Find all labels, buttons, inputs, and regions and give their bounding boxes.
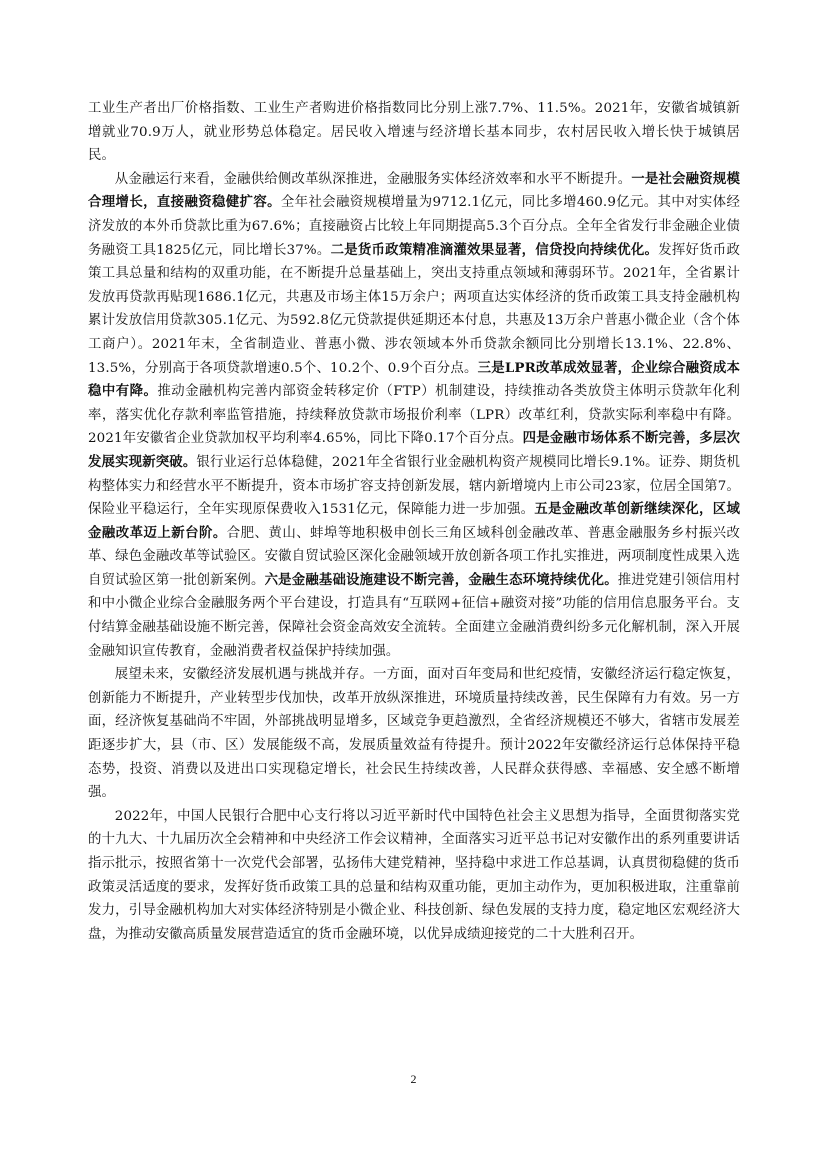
text-run: 推动金融机构完善内部资金转移定价（FTP）机制建设，持续推动各类放贷主体明示贷款年化利率，落实优化存款利率监管措施，持续释放贷款市场报价利率（LPR）改革红利，贷款实际利率稳中有降。2021年安徽省企业贷款加权平均利率4.65%，同比下降0.17个百分点。 xyxy=(88,384,740,447)
bold-heading-run: 三是LPR改革成效显著，企业综合融资成本稳中有降。 xyxy=(88,359,740,400)
text-run: 推进党建引领信用村和中小微企业综合金融服务两个平台建设，打造具有“互联网+征信+融资对接”功能的信用信息服务平台。支付结算金融基础设施不断完善，保障社会资金高效安全流转。全面建立金融消费纠纷多元化解机制，深入开展金融知识宣传教育，金融消费者权益保护持续加强。 xyxy=(88,572,740,659)
paragraph-2 xyxy=(88,168,740,663)
bold-heading-run: 二是货币政策精准滴灌效果显著，信贷投向持续优化。 xyxy=(330,241,659,258)
text-run: 合肥、黄山、蚌埠等地积极申创长三角区域科创金融改革、普惠金融服务乡村振兴改革、绿色金融改革等试验区。安徽自贸试验区深化金融领域开放创新各项工作扎实推进，两项制度性成果入选自贸试验区第一批创新案例。 xyxy=(88,525,740,588)
paragraph-1 xyxy=(88,97,740,168)
text-run: 全年社会融资规模增量为9712.1亿元，同比多增460.9亿元。其中对实体经济发放的本外币贷款比重为67.6%；直接融资占比较上年同期提高5.3个百分点。全年全省发行非金融企业债务融资工具1825亿元，同比增长37%。 xyxy=(88,195,740,258)
paragraph-4 xyxy=(88,805,740,947)
text-run: 从金融运行来看，金融供给侧改革纵深推进，金融服务实体经济效率和水平不断提升。 xyxy=(114,171,632,187)
page-number: 2 xyxy=(410,1072,417,1086)
bold-heading-run: 一是社会融资规模合理增长，直接融资稳健扩容。 xyxy=(88,170,740,211)
bold-heading-run: 六是金融基础设施建设不断完善，金融生态环境持续优化。 xyxy=(264,571,618,588)
bold-heading-run: 五是金融改革创新继续深化，区域金融改革迈上新台阶。 xyxy=(88,501,740,541)
paragraph-3 xyxy=(88,663,740,805)
document-body xyxy=(88,97,740,946)
text-run: 银行业运行总体稳健，2021年全省银行业金融机构资产规模同比增长9.1%。证券、期货机构整体实力和经营水平不断提升，资本市场扩容支持创新发展，辖内新增境内上市公司23家，位居全国第7。保险业平稳运行，全年实现原保费收入1531亿元，保障能力进一步加强。 xyxy=(88,454,741,518)
text-run: 工业生产者出厂价格指数、工业生产者购进价格指数同比分别上涨7.7%、11.5%。2021年，安徽省城镇新增就业70.9万人，就业形势总体稳定。居民收入增速与经济增长基本同步，农村居民收入增长快于城镇居民。 xyxy=(88,101,740,164)
text-run: 2022年，中国人民银行合肥中心支行将以习近平新时代中国特色社会主义思想为指导，全面贯彻落实党的十九大、十九届历次全会精神和中央经济工作会议精神，全面落实习近平总书记对安徽作出的系列重要讲话指示批示，按照省第十一次党代会部署，弘扬伟大建党精神，坚持稳中求进工作总基调，认真贯彻稳健的货币政策灵活适度的要求，发挥好货币政策工具的总量和结构双重功能，更加主动作为，更加积极进取，注重靠前发力，引导金融机构加大对实体经济特别是小微企业、科技创新、绿色发展的支持力度，稳定地区宏观经济大盘，为推动安徽高质量发展营造适宜的货币金融环境，以优异成绩迎接党的二十大胜利召开。 xyxy=(88,808,740,942)
text-run: 发挥好货币政策工具总量和结构的双重功能，在不断提升总量基础上，突出支持重点领域和薄弱环节。2021年，全省累计发放再贷款再贴现1686.1亿元，共惠及市场主体15万余户；两项直达实体经济的货币政策工具支持金融机构累计发放信用贷款305.1亿元、为592.8亿元贷款提供延期还本付息，共惠及13万余户普惠小微企业（含个体工商户）。2021年末，全省制造业、普惠小微、涉农领域本外币贷款余额同比分别增长13.1%、22.8%、13.5%，分别高于各项贷款增速0.5个、10.2个、0.9个百分点。 xyxy=(88,242,740,376)
bold-heading-run: 四是金融市场体系不断完善，多层次发展实现新突破。 xyxy=(88,430,740,470)
text-run: 展望未来，安徽经济发展机遇与挑战并存。一方面，面对百年变局和世纪疫情，安徽经济运行稳定恢复，创新能力不断提升，产业转型步伐加快，改革开放纵深推进，环境质量持续改善，民生保障有力有效。另一方面，经济恢复基础尚不牢固，外部挑战明显增多，区域竞争更趋激烈，全省经济规模还不够大，省辖市发展差距逐步扩大，县（市、区）发展能级不高，发展质量效益有待提升。预计2022年安徽经济运行总体保持平稳态势，投资、消费以及进出口实现稳定增长，社会民生持续改善，人民群众获得感、幸福感、安全感不断增强。 xyxy=(88,667,740,801)
